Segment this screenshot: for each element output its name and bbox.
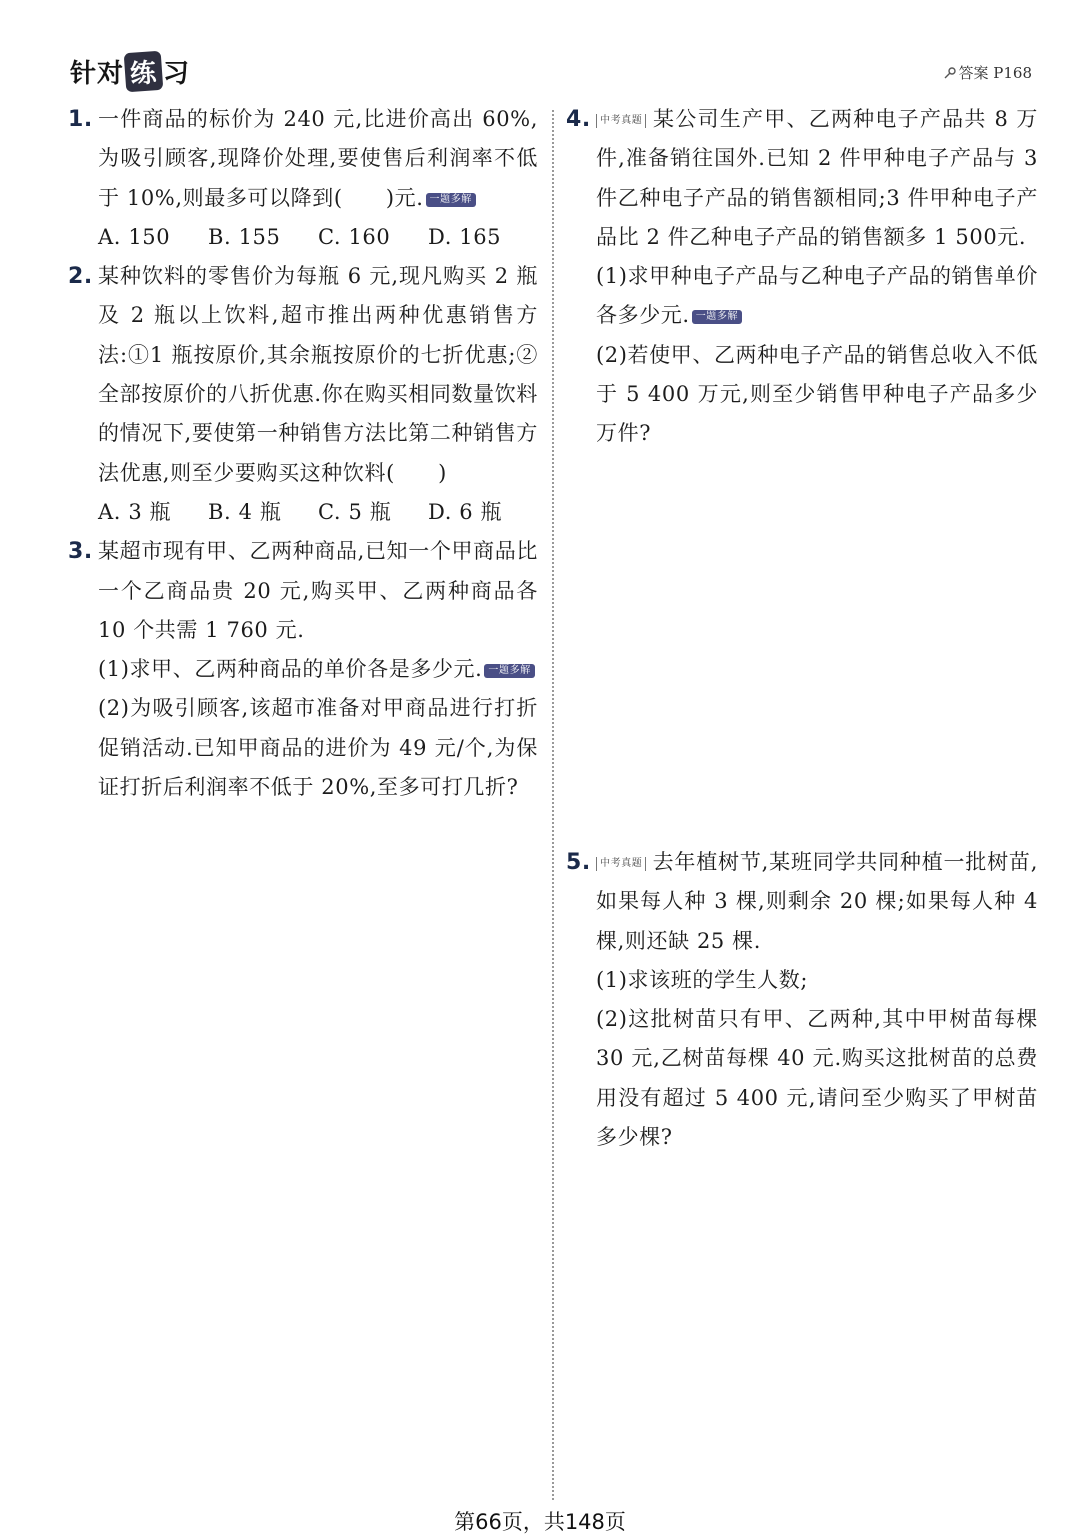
question-intro: 去年植树节,某班同学共同种植一批树苗,如果每人种 3 棵,则剩余 20 棵;如果每人种 4 棵,则还缺 25 棵. xyxy=(596,850,1038,953)
question-2 xyxy=(68,257,538,532)
question-intro: 某超市现有甲、乙两种商品,已知一个甲商品比一个乙商品贵 20 元,购买甲、乙两种商品各 10 个共需 1 760 元. xyxy=(98,539,538,642)
choice-c: C. 5 瓶 xyxy=(318,499,392,524)
choice-list xyxy=(98,493,538,532)
choice-list xyxy=(98,218,538,257)
answer-reference xyxy=(944,62,1033,83)
multi-solution-tag: 一题多解 xyxy=(692,310,742,324)
question-5 xyxy=(566,843,1038,1157)
column-divider xyxy=(552,110,554,1500)
question-number: 5. xyxy=(566,850,591,875)
question-text: 某种饮料的零售价为每瓶 6 元,现凡购买 2 瓶及 2 瓶以上饮料,超市推出两种优惠销售方法:①1 瓶按原价,其余瓶按原价的七折优惠;②全部按原价的八折优惠.你在购买相同数量饮料的情况下,要使第一种销售方法比第二种销售方法优惠,则至少要购买这种饮料( ) xyxy=(98,264,538,485)
question-part-1: (1)求该班的学生人数; xyxy=(596,967,809,992)
question-1 xyxy=(68,100,538,257)
question-part-2: (2)这批树苗只有甲、乙两种,其中甲树苗每棵 30 元,乙树苗每棵 40 元.购买这批树苗的总费用没有超过 5 400 元,请问至少购买了甲树苗多少棵? xyxy=(596,1007,1038,1150)
question-number: 3. xyxy=(68,539,93,565)
question-part-2: (2)为吸引顾客,该超市准备对甲商品进行打折促销活动.已知甲商品的进价为 49 元/个,为保证打折后利润率不低于 20%,至多可打几折? xyxy=(98,696,538,800)
question-text: 一件商品的标价为 240 元,比进价高出 60%,为吸引顾客,现降价处理,要使售后利润率不低于 10%,则最多可以降到( )元. xyxy=(98,107,538,210)
choice-a: A. 150 xyxy=(98,224,171,249)
question-4 xyxy=(566,100,1038,454)
section-title-part1: 针对 xyxy=(70,59,125,89)
choice-a: A. 3 瓶 xyxy=(98,499,172,524)
choice-d: D. 165 xyxy=(428,224,502,249)
question-number: 1. xyxy=(68,107,93,132)
question-part-2: (2)若使甲、乙两种电子产品的销售总收入不低于 5 400 万元,则至少销售甲种电子产品多少万件? xyxy=(596,342,1038,446)
right-column-bottom xyxy=(566,843,1038,1157)
question-intro: 某公司生产甲、乙两种电子产品共 8 万件,准备销往国外.已知 2 件甲种电子产品与 3 件乙种电子产品的销售额相同;3 件甲种电子产品比 2 件乙种电子产品的销售额多 1 500元. xyxy=(596,107,1038,249)
answer-reference-text: 答案 P168 xyxy=(958,64,1032,82)
choice-c: C. 160 xyxy=(318,224,391,249)
exam-question-tag: 中考真题 xyxy=(596,857,646,871)
left-column xyxy=(68,100,538,807)
key-icon xyxy=(944,67,956,79)
choice-b: B. 4 瓶 xyxy=(208,499,282,524)
multi-solution-tag: 一题多解 xyxy=(484,664,534,678)
section-title-boxed-char: 练 xyxy=(124,51,164,92)
section-title xyxy=(70,52,190,91)
question-part-1: (1)求甲、乙两种商品的单价各是多少元. xyxy=(98,657,483,682)
question-number: 2. xyxy=(68,264,93,290)
choice-b: B. 155 xyxy=(208,224,281,249)
page-indicator: 第66页，共148页 xyxy=(454,1510,626,1534)
right-column-top xyxy=(566,100,1038,454)
section-title-part2: 习 xyxy=(163,59,191,89)
question-part-1: (1)求甲种电子产品与乙种电子产品的销售单价各多少元. xyxy=(596,264,1038,328)
question-3 xyxy=(68,532,538,807)
multi-solution-tag: 一题多解 xyxy=(426,193,476,207)
exam-question-tag: 中考真题 xyxy=(596,114,646,128)
choice-d: D. 6 瓶 xyxy=(428,499,503,524)
question-number: 4. xyxy=(566,107,591,132)
